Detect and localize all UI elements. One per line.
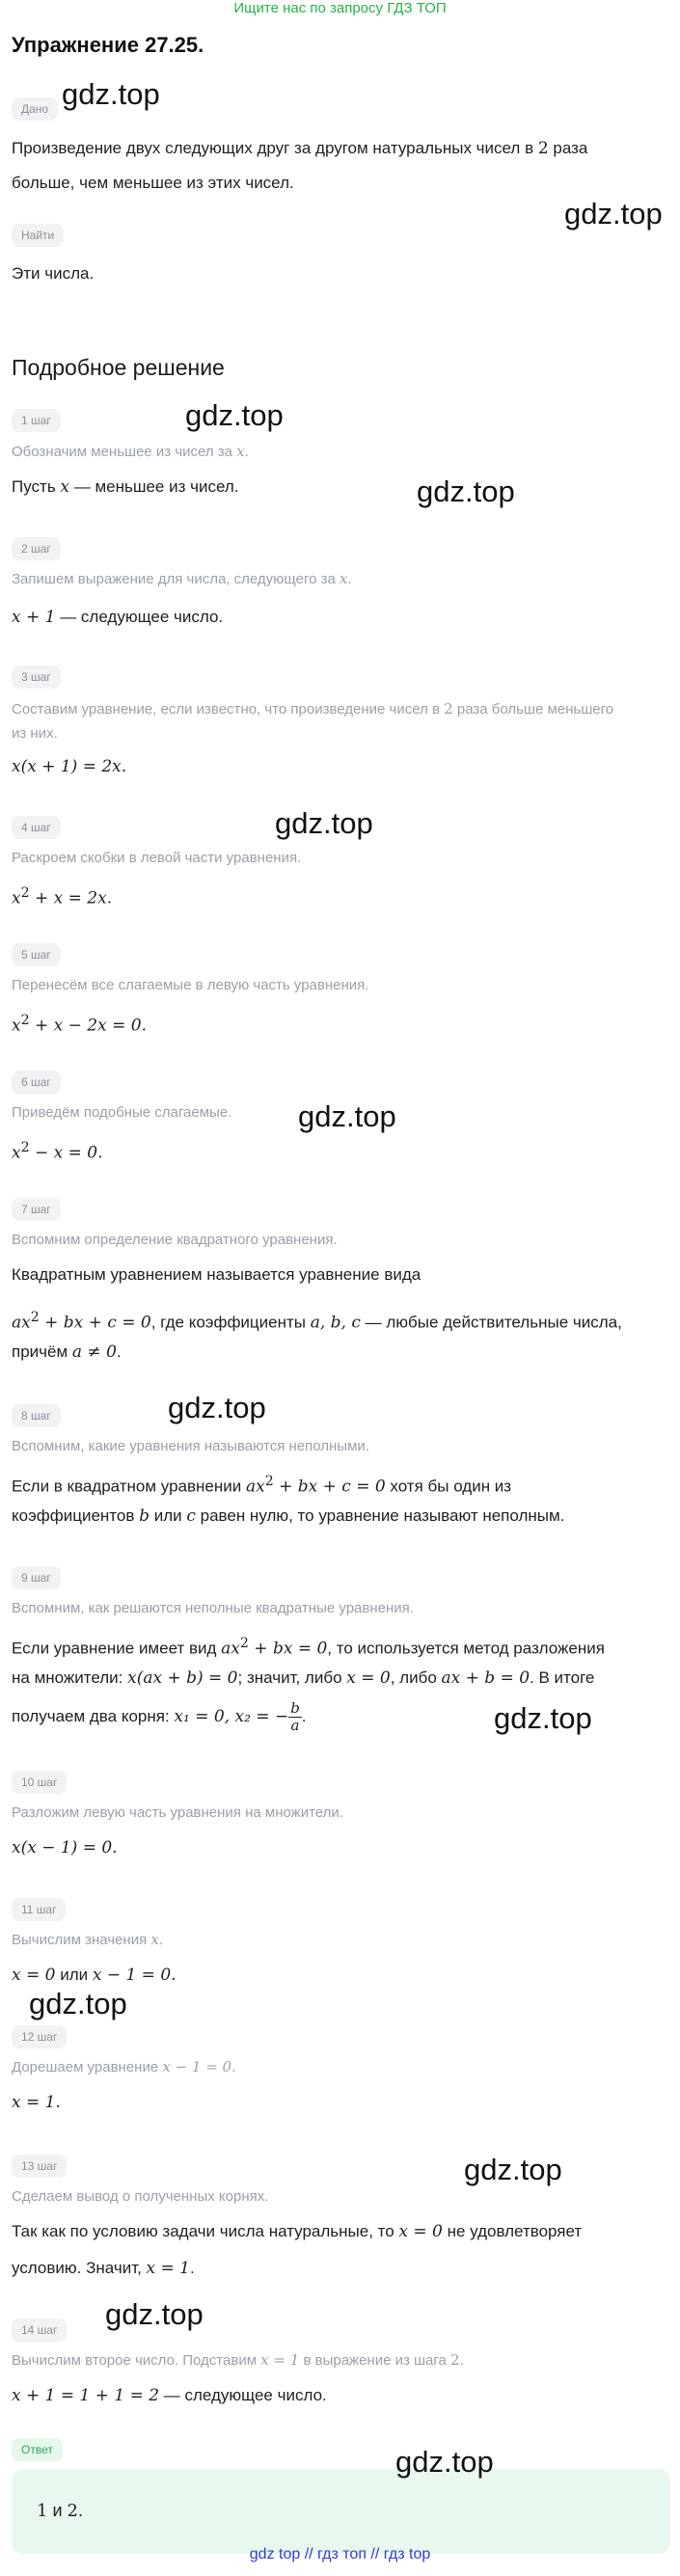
step-8-badge: 8 шаг <box>12 1404 61 1427</box>
step-4-note: Раскроем скобки в левой части уравнения. <box>12 850 302 866</box>
watermark: gdz.top <box>464 2153 562 2186</box>
watermark: gdz.top <box>298 1099 396 1133</box>
step-2-badge: 2 шаг <box>12 537 61 560</box>
step-6-badge: 6 шаг <box>12 1071 61 1094</box>
watermark: gdz.top <box>105 2297 204 2331</box>
step-4-badge: 4 шаг <box>12 816 61 839</box>
answer-badge: Ответ <box>12 2438 63 2461</box>
step-7-badge: 7 шаг <box>12 1198 61 1221</box>
step-12-expr: x = 1. <box>12 2093 61 2112</box>
page-title: Упражнение 27.25. <box>12 33 204 57</box>
step-3-badge: 3 шаг <box>12 665 61 689</box>
step-10-note: Разложим левую часть уравнения на множители. <box>12 1804 343 1821</box>
watermark: gdz.top <box>494 1701 592 1735</box>
step-14-badge: 14 шаг <box>12 2318 67 2342</box>
step-9-line3: получаем два корня: x₁ = 0, x₂ = − $\frac{b}{a}$ . <box>12 1699 307 1735</box>
step-6-expr: $x^2 - x = 0$. <box>12 1140 103 1163</box>
step-13-line1: Так как по условию задачи числа натуральные, то x = 0 не удовлетворяет <box>12 2222 583 2241</box>
step-9-line1: Если уравнение имеет вид $ax^2$ + bx = 0, то используется метод разложения <box>12 1636 605 1659</box>
step-8-line2: коэффициентов b или c равен нулю, то уравнение называют неполным. <box>12 1506 565 1526</box>
watermark: gdz.top <box>395 2445 494 2479</box>
step-14-note: Вычислим второе число. Подставим x = 1 в выражение из шага 2. <box>12 2351 464 2369</box>
given-badge: Дано <box>12 97 58 121</box>
step-11-note: Вычислим значения x. <box>12 1931 164 1948</box>
watermark: gdz.top <box>564 197 663 230</box>
watermark: gdz.top <box>275 806 373 840</box>
answer-box <box>12 2469 670 2554</box>
step-9-line2: на множители: x(ax + b) = 0; значит, либо x = 0, либо ax + b = 0. В итоге <box>12 1668 595 1688</box>
step-11-badge: 11 шаг <box>12 1898 66 1921</box>
step-1-badge: 1 шаг <box>12 409 61 432</box>
step-7-line1: Квадратным уравнением называется уравнение вида <box>12 1265 422 1284</box>
step-8-line1: Если в квадратном уравнении $ax^2$ + bx + c = 0 хотя бы один из <box>12 1474 512 1497</box>
step-9-badge: 9 шаг <box>12 1566 61 1589</box>
step-11-expr: x = 0 или x − 1 = 0. <box>12 1966 177 1985</box>
fraction-b-over-a: $\frac{b}{a}$ <box>290 1699 300 1735</box>
watermark: gdz.top <box>417 475 515 508</box>
step-1-note: Обозначим меньшее из чисел за x. <box>12 443 249 460</box>
step-5-note: Перенесём все слагаемые в левую часть уравнения. <box>12 977 369 993</box>
step-14-expr: x + 1 = 1 + 1 = 2 — следующее число. <box>12 2386 327 2405</box>
step-4-expr: $x^2 + x = 2x$. <box>12 885 113 908</box>
find-badge: Найти <box>12 224 64 247</box>
step-10-badge: 10 шаг <box>12 1771 67 1794</box>
watermark: gdz.top <box>185 398 284 432</box>
step-8-note: Вспомним, какие уравнения называются неполными. <box>12 1438 369 1454</box>
watermark: gdz.top <box>62 77 160 111</box>
step-3-note-line2: из них. <box>12 725 58 742</box>
promo-banner: Ищите нас по запросу ГДЗ ТОП <box>233 0 447 16</box>
footer-links[interactable]: gdz top // гдз топ // гдз top <box>249 2546 431 2562</box>
step-2-text: x + 1 — следующее число. <box>12 608 224 627</box>
step-13-line2: условию. Значит, x = 1. <box>12 2259 195 2278</box>
step-12-note: Дорешаем уравнение x − 1 = 0. <box>12 2058 236 2075</box>
step-9-note: Вспомним, как решаются неполные квадратные уравнения. <box>12 1600 414 1616</box>
step-7-line3: причём a ≠ 0. <box>12 1342 122 1362</box>
step-3-expr: x(x + 1) = 2x. <box>12 757 127 776</box>
step-2-note: Запишем выражение для числа, следующего за x. <box>12 570 352 587</box>
watermark: gdz.top <box>168 1391 266 1424</box>
watermark: gdz.top <box>29 1987 127 2020</box>
step-7-line2: $ax^2$ + bx + c = 0, где коэффициенты a, b, c — любые действительные числа, <box>12 1310 622 1333</box>
step-10-expr: x(x − 1) = 0. <box>12 1838 118 1857</box>
step-3-note-line1: Составим уравнение, если известно, что произведение чисел в 2 раза больше меньшего <box>12 700 614 718</box>
step-6-note: Приведём подобные слагаемые. <box>12 1104 232 1121</box>
solution-title: Подробное решение <box>12 355 225 380</box>
given-text-line2: больше, чем меньшее из этих чисел. <box>12 174 294 192</box>
given-text-line1: Произведение двух следующих друг за другом натуральных чисел в 2 раза <box>12 139 588 158</box>
step-7-note: Вспомним определение квадратного уравнения. <box>12 1232 338 1248</box>
answer-text: 1 и 2. <box>37 2501 83 2521</box>
step-13-note: Сделаем вывод о полученных корнях. <box>12 2188 269 2205</box>
step-5-expr: $x^2 + x - 2x = 0$. <box>12 1013 147 1036</box>
step-13-badge: 13 шаг <box>12 2155 67 2178</box>
step-5-badge: 5 шаг <box>12 943 61 966</box>
step-1-text: Пусть x — меньшее из чисел. <box>12 477 239 497</box>
step-12-badge: 12 шаг <box>12 2025 67 2048</box>
find-text: Эти числа. <box>12 264 95 283</box>
